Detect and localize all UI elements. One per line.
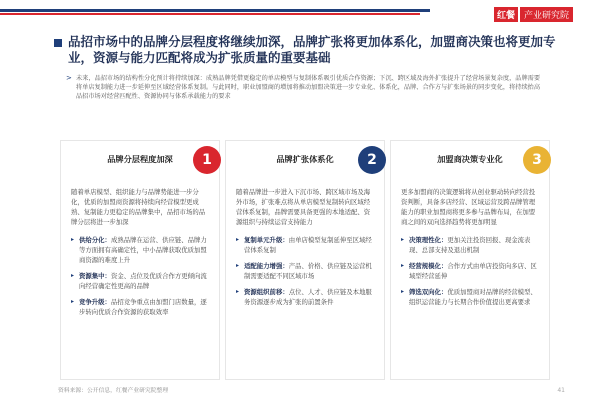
card-header bbox=[61, 141, 219, 177]
card-bullet-list bbox=[71, 235, 209, 317]
card-franchisee-decision bbox=[390, 140, 550, 380]
bullet-item bbox=[236, 287, 374, 307]
red-stripe bbox=[0, 13, 420, 15]
card-description: 随着单店模型、组织能力与品牌势能进一步分化，优质的加盟商资源将持续向经营模型更成熟、复制能力更稳定的品牌集中，品招市场的品牌分层将进一步加深 bbox=[71, 188, 206, 226]
bullet-text: 合作方式由单店投资向多店、区域型经营延伸 bbox=[409, 262, 537, 280]
card-header bbox=[226, 141, 384, 177]
bullet-label: 复制单元升级： bbox=[244, 236, 289, 244]
intro-text: 未来，品招市场的结构性分化预计将持续加深：成熟品牌凭借更稳定的单店模型与复制体系吸引优质合作资源；下沉、跨区域及海外扩张提升了经营场景复杂度，品牌需要将单店复制能力进一步延伸至区域经营体系复制。与此同时，职业加盟商的增加将推动加盟决策进一步专业化、体系化，品牌、合作方与扩张场景的同步变化，将持续抬高品招市场对经营匹配性、资源协同与体系承载能力的要求 bbox=[76, 75, 541, 100]
bullet-item bbox=[236, 261, 374, 281]
card-title: 品牌扩张体系化 bbox=[276, 153, 334, 164]
blue-stripe bbox=[0, 9, 430, 12]
card-body bbox=[226, 177, 384, 307]
bullet-text: 成熟品牌在运营、供应链、品牌力等方面拥有高确定性，中小品牌获取优质加盟商资源的难度上升 bbox=[79, 236, 207, 264]
bullet-label: 供给分化： bbox=[79, 236, 111, 244]
bullet-label: 适配能力增强： bbox=[244, 262, 289, 270]
bullet-item bbox=[401, 287, 539, 307]
slide-title-block bbox=[54, 34, 574, 66]
card-header bbox=[391, 141, 549, 177]
bullet-item bbox=[71, 297, 209, 317]
bullet-label: 决策理性化： bbox=[409, 236, 448, 244]
bullet-text: 产品、价格、供应链及运营机制需要适配不同区域市场 bbox=[244, 262, 372, 280]
logo-text: 产业研究院 bbox=[520, 7, 573, 22]
brand-logo bbox=[494, 6, 573, 22]
card-body bbox=[391, 177, 549, 307]
card-body bbox=[61, 177, 219, 317]
chevron-right-icon: > bbox=[66, 74, 72, 82]
bullet-item bbox=[236, 235, 374, 255]
square-bullet-icon bbox=[54, 39, 62, 47]
card-brand-expansion bbox=[225, 140, 385, 380]
bullet-text: 由单店模型复制延伸至区域经营体系复制 bbox=[244, 236, 372, 254]
source-note: 资料来源：公开信息，红餐产业研究院整理 bbox=[58, 388, 169, 394]
number-badge: 3 bbox=[523, 146, 551, 174]
card-bullet-list bbox=[236, 235, 374, 307]
card-title: 品牌分层程度加深 bbox=[107, 153, 173, 164]
bullet-label: 资源组织前移： bbox=[244, 288, 289, 296]
bullet-text: 更加关注投资回报、现金流表现、总部支持及退出机制 bbox=[409, 236, 531, 254]
bullet-text: 品招竞争重点由加盟门店数量，逐步转向优质合作资源的获取效率 bbox=[79, 298, 207, 316]
card-title: 加盟商决策专业化 bbox=[437, 153, 503, 164]
bullet-item bbox=[71, 235, 209, 265]
bullet-item bbox=[71, 271, 209, 291]
number-badge: 1 bbox=[193, 146, 221, 174]
page-number: 41 bbox=[557, 387, 565, 394]
card-description: 更多加盟商的决策逻辑将从创业驱动转向经营投资判断，具备多店经营、区域运营及跨品牌管理能力的职业加盟商将更多参与品牌布局，在加盟商之间的双向选择趋势将更加明显 bbox=[401, 188, 536, 226]
bullet-text: 资金、点位及优质合作方更倾向流向经营确定性更高的品牌 bbox=[79, 272, 207, 290]
bullet-text: 点位、人才、供应链及本地服务资源逐步成为扩张的前置条件 bbox=[244, 288, 372, 306]
bullet-item bbox=[401, 235, 539, 255]
bullet-label: 筛选双向化： bbox=[409, 288, 448, 296]
card-bullet-list bbox=[401, 235, 539, 307]
slide-title: 品招市场中的品牌分层程度将继续加深，品牌扩张将更加体系化，加盟商决策也将更加专业，资源与能力匹配将成为扩张质量的重要基础 bbox=[68, 34, 556, 65]
bullet-label: 竞争升级： bbox=[79, 298, 111, 306]
bullet-text: 优质加盟商对品牌的经营模型、组织运营能力与长期合作价值提出更高要求 bbox=[409, 288, 537, 306]
bullet-label: 资源集中： bbox=[79, 272, 111, 280]
bullet-item bbox=[401, 261, 539, 281]
card-description: 随着品牌进一步进入下沉市场、跨区域市场及海外市场，扩张难点将从单店模型复制转向区域经营体系复制，品牌需要具备更强的本地适配、资源组织与持续运营支持能力 bbox=[236, 188, 371, 226]
logo-red-mark: 红餐 bbox=[494, 7, 518, 22]
top-bar bbox=[0, 0, 593, 26]
card-brand-stratification bbox=[60, 140, 220, 380]
number-badge: 2 bbox=[358, 146, 386, 174]
bullet-label: 经营规模化： bbox=[409, 262, 448, 270]
intro-paragraph bbox=[66, 74, 546, 101]
